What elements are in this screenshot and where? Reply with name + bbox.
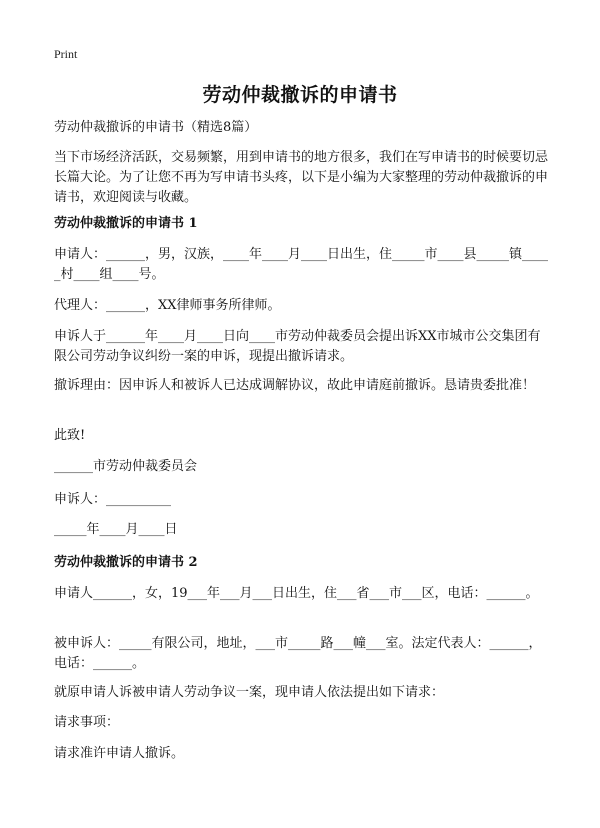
- section1-reason: 撤诉理由：因申诉人和被诉人已达成调解协议，故此申请庭前撤诉。恳请贵委批准！: [54, 378, 536, 393]
- section1-agent: 代理人：______，XX律师事务所律师。: [54, 298, 281, 313]
- section1-date: _____年____月____日: [54, 522, 178, 537]
- subtitle: 劳动仲裁撤诉的申请书（精选8篇）: [54, 120, 258, 135]
- intro-paragraph: 当下市场经济活跃，交易频繁，用到申请书的地方很多，我们在写申请书的时候要切忌长篇大论。为了让您不再为写申请书头疼，以下是小编为大家整理的劳动仲裁撤诉的申请书，欢迎阅读与收藏。: [54, 150, 549, 205]
- section1-committee: ______市劳动仲裁委员会: [54, 459, 198, 474]
- section2-respondent: 被申诉人：_____有限公司，地址，___市_____路___幢___室。法定代表人：______，电话：______。: [54, 636, 542, 671]
- section1-heading: 劳动仲裁撤诉的申请书 1: [54, 216, 198, 231]
- section1-body: 申诉人于______年____月____日向____市劳动仲裁委员会提出诉XX市城市公交集团有限公司劳动争议纠纷一案的申诉，现提出撤诉请求。: [54, 329, 541, 364]
- section1-salutation: 此致!: [54, 428, 86, 443]
- print-link[interactable]: Print: [54, 47, 78, 61]
- section1-signature: 申诉人：__________: [54, 492, 172, 507]
- section2-applicant: 申请人______，女，19___年___月___日出生，住___省___市___区，电话：______。: [54, 586, 539, 601]
- section2-statement: 就原申请人诉被申请人劳动争议一案，现申请人依法提出如下请求：: [54, 685, 445, 700]
- section2-request: 请求准许申请人撤诉。: [54, 746, 185, 761]
- section2-heading: 劳动仲裁撤诉的申请书 2: [54, 555, 198, 570]
- section1-applicant: 申请人：______，男，汉族，____年____月____日出生，住_____市____县_____镇_____村____组____号。: [54, 247, 549, 282]
- section2-request-label: 请求事项：: [54, 715, 120, 730]
- page-title: 劳动仲裁撤诉的申请书: [202, 84, 398, 106]
